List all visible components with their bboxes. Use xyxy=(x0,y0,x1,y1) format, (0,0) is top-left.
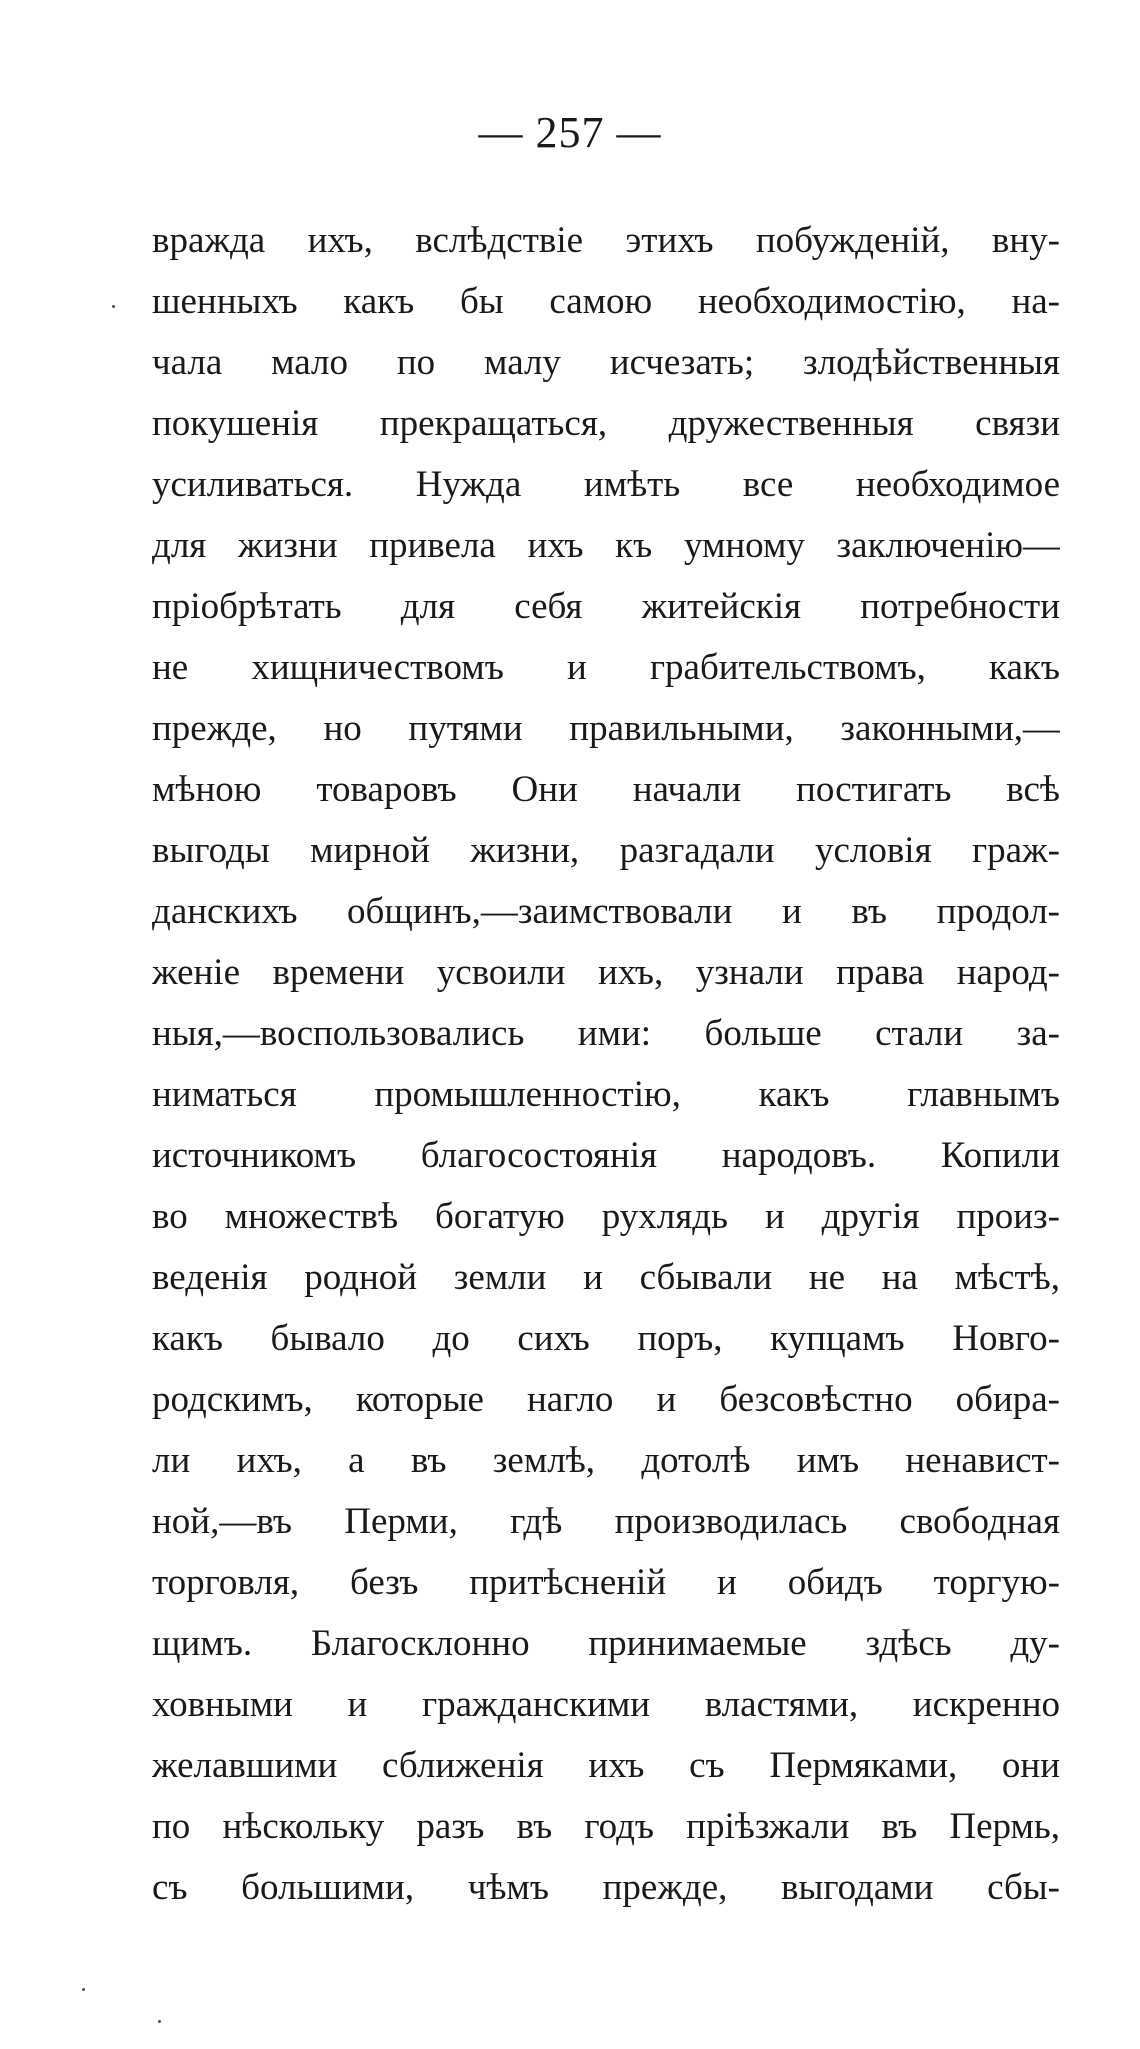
text-line: пріобрѣтать для себя житейскія потребности xyxy=(152,586,1060,627)
page-number: — 257 — xyxy=(478,108,662,157)
text-line: торговля, безъ притѣсненій и обидъ торгую- xyxy=(152,1562,1060,1603)
text-line: веденія родной земли и сбывали не на мѣстѣ, xyxy=(152,1257,1060,1298)
text-line: ниматься промышленностію, какъ главнымъ xyxy=(152,1074,1060,1115)
text-line: не хищничествомъ и грабительствомъ, какъ xyxy=(152,647,1060,688)
text-line: родскимъ, которые нагло и безсовѣстно обира- xyxy=(152,1379,1060,1420)
print-speck xyxy=(112,305,115,308)
text-line: во множествѣ богатую рухлядь и другія произ- xyxy=(152,1196,1060,1237)
text-line: для жизни привела ихъ къ умному заключенію— xyxy=(152,525,1060,566)
text-line: ховными и гражданскими властями, искренно xyxy=(152,1684,1060,1725)
text-line: какъ бывало до сихъ поръ, купцамъ Новго- xyxy=(152,1318,1060,1359)
body-text xyxy=(152,210,1060,1918)
text-line: ной,—въ Перми, гдѣ производилась свободная xyxy=(152,1501,1060,1542)
text-line: по нѣскольку разъ въ годъ пріѣзжали въ Пермь, xyxy=(152,1806,1060,1847)
text-line: ныя,—воспользовались ими: больше стали за- xyxy=(152,1013,1060,1054)
text-line: данскихъ общинъ,—заимствовали и въ продол- xyxy=(152,891,1060,932)
text-line: щимъ. Благосклонно принимаемые здѣсь ду- xyxy=(152,1623,1060,1664)
text-line: вражда ихъ, вслѣдствіе этихъ побужденій, вну- xyxy=(152,220,1060,261)
text-line: мѣною товаровъ Они начали постигать всѣ xyxy=(152,769,1060,810)
text-line: желавшими сближенія ихъ съ Пермяками, они xyxy=(152,1745,1060,1786)
print-speck xyxy=(82,1988,85,1991)
text-line: прежде, но путями правильными, законными,— xyxy=(152,708,1060,749)
text-line: женіе времени усвоили ихъ, узнали права народ- xyxy=(152,952,1060,993)
text-line: источникомъ благосостоянія народовъ. Копили xyxy=(152,1135,1060,1176)
text-line: съ большими, чѣмъ прежде, выгодами сбы- xyxy=(152,1867,1060,1908)
text-line: ли ихъ, а въ землѣ, дотолѣ имъ ненавист- xyxy=(152,1440,1060,1481)
print-speck xyxy=(158,2020,161,2023)
text-line: покушенія прекращаться, дружественныя связи xyxy=(152,403,1060,444)
text-line: усиливаться. Нужда имѣть все необходимое xyxy=(152,464,1060,505)
text-line: шенныхъ какъ бы самою необходимостію, на- xyxy=(152,281,1060,322)
text-line: чала мало по малу исчезать; злодѣйственныя xyxy=(152,342,1060,383)
text-line: выгоды мирной жизни, разгадали условія граж- xyxy=(152,830,1060,871)
